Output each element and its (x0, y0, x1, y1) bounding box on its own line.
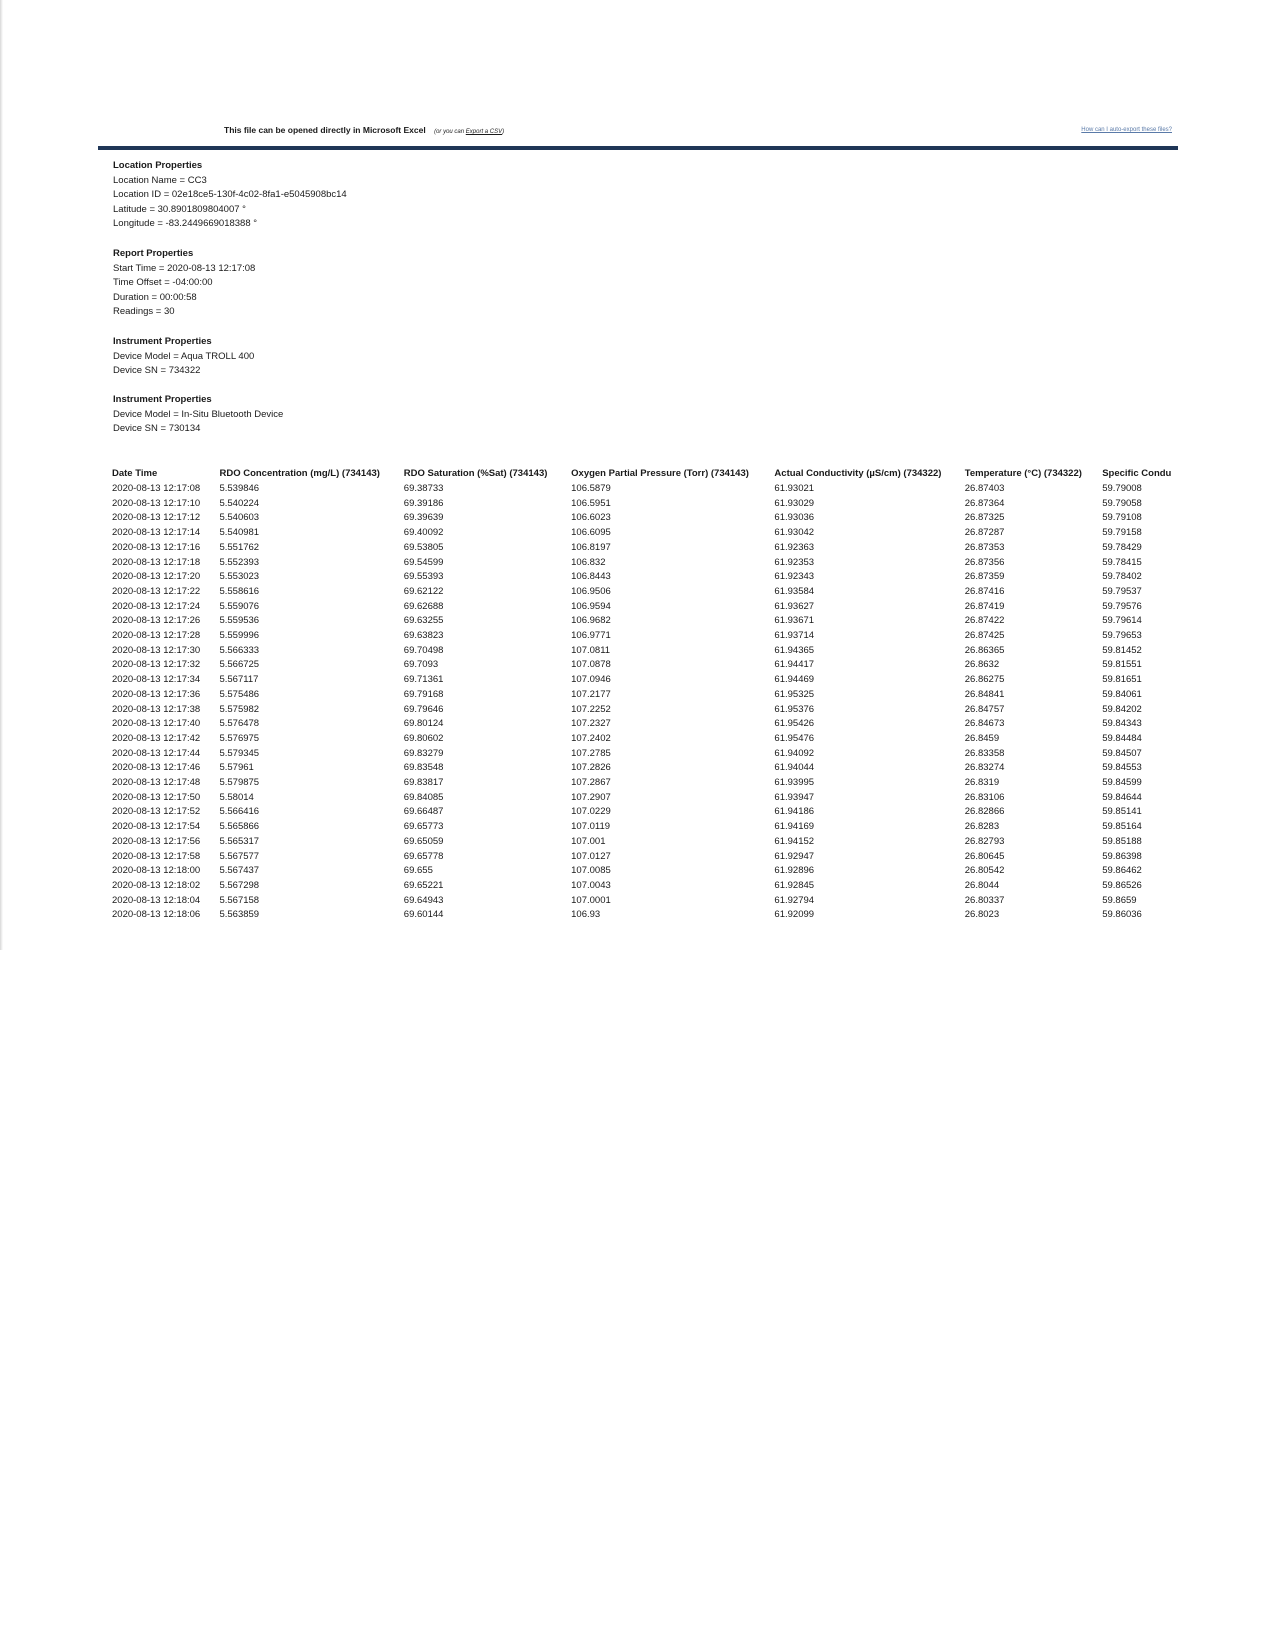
table-cell: 69.55393 (403, 571, 444, 583)
table-cell: 5.559996 (219, 630, 260, 642)
table-cell: 61.93995 (774, 777, 815, 789)
table-cell: 59.81651 (1102, 674, 1142, 686)
table-cell: 61.92343 (774, 571, 815, 583)
table-cell: 26.8023 (964, 909, 1000, 921)
readings-table (110, 466, 1180, 923)
table-cell: 69.65059 (403, 835, 444, 847)
table-cell: 69.64943 (403, 894, 444, 906)
table-cell: 5.575982 (219, 703, 260, 715)
table-cell: 61.94417 (774, 659, 815, 671)
table-cell: 107.0043 (571, 879, 611, 891)
export-csv-link[interactable]: Export a CSV (465, 129, 503, 135)
table-cell: 106.832 (571, 556, 606, 568)
table-cell: 59.84484 (1102, 732, 1142, 744)
table-cell: 107.2327 (571, 718, 611, 730)
table-cell: 2020-08-13 12:17:24 (112, 600, 201, 612)
table-row (110, 864, 1180, 879)
table-cell: 61.95476 (774, 732, 815, 744)
table-cell: 26.87359 (964, 571, 1005, 583)
table-row (110, 673, 1180, 688)
table-cell: 5.567577 (219, 850, 260, 862)
table-cell: 2020-08-13 12:17:58 (112, 850, 201, 862)
table-cell: 106.9771 (571, 630, 611, 642)
excel-banner (224, 125, 504, 135)
table-row (110, 629, 1180, 644)
table-cell: 107.2177 (571, 688, 611, 700)
table-cell: 2020-08-13 12:17:26 (112, 615, 201, 627)
table-cell: 69.60144 (403, 909, 444, 921)
table-cell: 59.86036 (1102, 909, 1142, 921)
table-row (110, 850, 1180, 865)
latitude: Latitude = 30.8901809804007 ° (113, 203, 246, 215)
table-cell: 59.79537 (1102, 585, 1142, 597)
auto-export-help-link[interactable]: How can I auto-export these files? (1081, 127, 1172, 133)
table-cell: 107.2867 (571, 777, 611, 789)
table-cell: 26.86275 (964, 674, 1005, 686)
table-cell: 61.93042 (774, 527, 815, 539)
table-cell: 106.8197 (571, 541, 611, 553)
device-model: Device Model = Aqua TROLL 400 (113, 350, 255, 362)
table-cell: 69.655 (403, 865, 433, 877)
table-cell: 26.84757 (964, 703, 1005, 715)
table-cell: 107.001 (571, 835, 606, 847)
table-cell: 69.84085 (403, 791, 444, 803)
table-row (110, 805, 1180, 820)
table-cell: 2020-08-13 12:17:46 (112, 762, 201, 774)
table-row (110, 732, 1180, 747)
table-cell: 2020-08-13 12:17:32 (112, 659, 201, 671)
section-heading: Report Properties (113, 248, 194, 259)
table-cell: 2020-08-13 12:17:28 (112, 630, 201, 642)
table-cell: 61.94365 (774, 644, 815, 656)
table-header-row (110, 466, 1180, 482)
device-sn: Device SN = 730134 (113, 423, 201, 435)
table-cell: 5.558616 (219, 585, 260, 597)
table-cell: 59.81551 (1102, 659, 1142, 671)
table-cell: 26.82793 (964, 835, 1005, 847)
table-body (110, 482, 1180, 923)
table-cell: 107.0127 (571, 850, 611, 862)
table-cell: 26.84841 (964, 688, 1005, 700)
banner-title: This file can be opened directly in Microsoft Excel (224, 125, 426, 135)
table-row (110, 747, 1180, 762)
table-cell: 59.84644 (1102, 791, 1142, 803)
table-cell: 5.559536 (219, 615, 260, 627)
table-cell: 5.566725 (219, 659, 260, 671)
table-cell: 5.579875 (219, 777, 260, 789)
table-cell: 2020-08-13 12:17:10 (112, 497, 201, 509)
section-heading: Location Properties (113, 160, 203, 171)
table-cell: 69.39186 (403, 497, 444, 509)
table-cell: 69.65221 (403, 879, 444, 891)
table-cell: 107.0119 (571, 821, 611, 833)
table-cell: 69.39639 (403, 512, 444, 524)
column-header-rdo-saturation: RDO Saturation (%Sat) (734143) (403, 468, 548, 479)
column-header-date-time: Date Time (112, 468, 158, 479)
table-cell: 61.93671 (774, 615, 815, 627)
table-cell: 59.85188 (1102, 835, 1142, 847)
table-row (110, 703, 1180, 718)
table-cell: 106.5879 (571, 483, 611, 494)
table-cell: 69.63823 (403, 630, 444, 642)
table-cell: 107.0811 (571, 644, 611, 656)
longitude: Longitude = -83.2449669018388 ° (113, 218, 258, 230)
instrument-properties-2 (113, 393, 283, 437)
table-cell: 61.92099 (774, 909, 815, 921)
table-row (110, 482, 1180, 497)
location-id: Location ID = 02e18ce5-130f-4c02-8fa1-e5045908bc14 (113, 189, 347, 201)
table-cell: 69.80124 (403, 718, 444, 730)
table-cell: 107.2826 (571, 762, 611, 774)
table-cell: 2020-08-13 12:17:16 (112, 541, 201, 553)
table-cell: 5.565866 (219, 821, 260, 833)
table-cell: 61.94469 (774, 674, 815, 686)
column-header-rdo-concentration: RDO Concentration (mg/L) (734143) (219, 468, 380, 479)
table-cell: 59.86526 (1102, 879, 1142, 891)
table-cell: 5.566333 (219, 644, 260, 656)
table-row (110, 556, 1180, 571)
table-row (110, 820, 1180, 835)
table-row (110, 761, 1180, 776)
table-row (110, 585, 1180, 600)
duration: Duration = 00:00:58 (113, 291, 197, 303)
table-cell: 61.92896 (774, 865, 815, 877)
table-cell: 59.79158 (1102, 527, 1142, 539)
table-row (110, 658, 1180, 673)
table-cell: 26.87287 (964, 527, 1005, 539)
table-cell: 59.84202 (1102, 703, 1142, 715)
table-cell: 2020-08-13 12:17:14 (112, 527, 201, 539)
table-cell: 106.8443 (571, 571, 611, 583)
table-cell: 2020-08-13 12:17:38 (112, 703, 201, 715)
table-cell: 26.87416 (964, 585, 1005, 597)
device-model: Device Model = In-Situ Bluetooth Device (113, 408, 284, 420)
table-cell: 59.78429 (1102, 541, 1142, 553)
table-row (110, 600, 1180, 615)
table-cell: 26.87325 (964, 512, 1005, 524)
table-cell: 26.87419 (964, 600, 1005, 612)
table-cell: 5.567437 (219, 865, 260, 877)
table-cell: 107.0085 (571, 865, 611, 877)
table-cell: 2020-08-13 12:17:34 (112, 674, 201, 686)
table-row (110, 908, 1180, 923)
banner-note (434, 129, 504, 135)
table-cell: 26.8044 (964, 879, 1000, 891)
readings-table-container (110, 466, 1180, 923)
table-cell: 5.540981 (219, 527, 260, 539)
table-row (110, 644, 1180, 659)
table-cell: 61.93021 (774, 483, 815, 494)
table-cell: 5.576975 (219, 732, 260, 744)
table-cell: 107.0946 (571, 674, 611, 686)
table-cell: 61.94186 (774, 806, 815, 818)
report-properties (113, 247, 255, 320)
table-cell: 61.93584 (774, 585, 815, 597)
table-cell: 5.559076 (219, 600, 260, 612)
table-cell: 2020-08-13 12:17:20 (112, 571, 201, 583)
table-cell: 61.92363 (774, 541, 815, 553)
table-cell: 26.82866 (964, 806, 1005, 818)
table-cell: 69.71361 (403, 674, 444, 686)
table-cell: 26.83106 (964, 791, 1005, 803)
table-cell: 26.87403 (964, 483, 1005, 494)
table-cell: 61.94092 (774, 747, 815, 759)
table-row (110, 791, 1180, 806)
table-cell: 26.87364 (964, 497, 1005, 509)
readings: Readings = 30 (113, 306, 175, 318)
table-cell: 2020-08-13 12:17:36 (112, 688, 201, 700)
table-cell: 106.9506 (571, 585, 611, 597)
table-cell: 59.84343 (1102, 718, 1142, 730)
table-cell: 2020-08-13 12:17:18 (112, 556, 201, 568)
table-cell: 69.66487 (403, 806, 444, 818)
table-cell: 26.8632 (964, 659, 1000, 671)
device-sn: Device SN = 734322 (113, 365, 201, 377)
table-cell: 2020-08-13 12:17:48 (112, 777, 201, 789)
table-cell: 26.83358 (964, 747, 1005, 759)
table-cell: 69.38733 (403, 483, 444, 494)
location-name: Location Name = CC3 (113, 174, 207, 186)
table-cell: 106.93 (571, 909, 601, 921)
column-header-oxygen-partial-pressure: Oxygen Partial Pressure (Torr) (734143) (571, 468, 749, 479)
table-cell: 59.79653 (1102, 630, 1142, 642)
table-row (110, 511, 1180, 526)
table-cell: 2020-08-13 12:18:00 (112, 865, 201, 877)
table-cell: 69.83817 (403, 777, 444, 789)
table-cell: 5.540603 (219, 512, 260, 524)
table-cell: 107.2252 (571, 703, 611, 715)
table-cell: 69.83279 (403, 747, 444, 759)
table-cell: 26.87425 (964, 630, 1005, 642)
location-properties (113, 159, 347, 232)
table-cell: 61.93036 (774, 512, 815, 524)
table-cell: 2020-08-13 12:17:50 (112, 791, 201, 803)
table-cell: 59.84061 (1102, 688, 1142, 700)
table-cell: 59.84599 (1102, 777, 1142, 789)
table-row (110, 776, 1180, 791)
table-cell: 59.81452 (1102, 644, 1142, 656)
table-cell: 5.563859 (219, 909, 260, 921)
table-cell: 26.87422 (964, 615, 1005, 627)
table-cell: 5.566416 (219, 806, 260, 818)
table-cell: 26.80645 (964, 850, 1005, 862)
table-row (110, 717, 1180, 732)
table-cell: 61.95376 (774, 703, 815, 715)
table-cell: 26.86365 (964, 644, 1005, 656)
table-cell: 5.57961 (219, 762, 254, 774)
table-cell: 2020-08-13 12:18:06 (112, 909, 201, 921)
table-cell: 61.94044 (774, 762, 815, 774)
table-row (110, 570, 1180, 585)
table-cell: 59.84507 (1102, 747, 1142, 759)
table-cell: 26.80337 (964, 894, 1005, 906)
table-cell: 69.53805 (403, 541, 444, 553)
table-cell: 106.9682 (571, 615, 611, 627)
table-cell: 69.80602 (403, 732, 444, 744)
table-cell: 59.85164 (1102, 821, 1142, 833)
header-divider (98, 146, 1178, 150)
table-cell: 59.84553 (1102, 762, 1142, 774)
table-cell: 2020-08-13 12:17:30 (112, 644, 201, 656)
table-cell: 2020-08-13 12:17:12 (112, 512, 201, 524)
table-cell: 69.83548 (403, 762, 444, 774)
table-row (110, 614, 1180, 629)
table-cell: 26.8459 (964, 732, 1000, 744)
table-cell: 2020-08-13 12:17:42 (112, 732, 201, 744)
table-cell: 61.93947 (774, 791, 815, 803)
table-cell: 69.70498 (403, 644, 444, 656)
table-cell: 61.92353 (774, 556, 815, 568)
table-cell: 61.93627 (774, 600, 815, 612)
table-cell: 61.93714 (774, 630, 815, 642)
table-cell: 5.540224 (219, 497, 260, 509)
table-cell: 2020-08-13 12:18:02 (112, 879, 201, 891)
table-cell: 69.62122 (403, 585, 444, 597)
table-cell: 2020-08-13 12:17:52 (112, 806, 201, 818)
section-heading: Instrument Properties (113, 394, 212, 405)
table-cell: 2020-08-13 12:17:22 (112, 585, 201, 597)
table-cell: 69.65773 (403, 821, 444, 833)
table-cell: 59.78415 (1102, 556, 1142, 568)
column-header-actual-conductivity: Actual Conductivity (µS/cm) (734322) (774, 468, 942, 479)
table-cell: 59.79058 (1102, 497, 1142, 509)
table-cell: 2020-08-13 12:18:04 (112, 894, 201, 906)
table-cell: 69.54599 (403, 556, 444, 568)
table-cell: 26.8319 (964, 777, 1000, 789)
table-cell: 2020-08-13 12:17:54 (112, 821, 201, 833)
time-offset: Time Offset = -04:00:00 (113, 277, 213, 289)
table-cell: 5.575486 (219, 688, 260, 700)
table-cell: 61.94152 (774, 835, 815, 847)
table-cell: 107.2402 (571, 732, 611, 744)
table-row (110, 541, 1180, 556)
table-row (110, 894, 1180, 909)
table-cell: 2020-08-13 12:17:56 (112, 835, 201, 847)
table-cell: 2020-08-13 12:17:44 (112, 747, 201, 759)
table-cell: 107.0001 (571, 894, 611, 906)
table-cell: 5.58014 (219, 791, 254, 803)
table-row (110, 835, 1180, 850)
table-cell: 26.80542 (964, 865, 1005, 877)
table-cell: 5.567158 (219, 894, 260, 906)
table-cell: 59.86398 (1102, 850, 1142, 862)
table-cell: 5.552393 (219, 556, 260, 568)
table-cell: 61.92845 (774, 879, 815, 891)
table-cell: 59.79008 (1102, 483, 1142, 494)
table-row (110, 688, 1180, 703)
table-cell: 69.63255 (403, 615, 444, 627)
table-cell: 69.79646 (403, 703, 444, 715)
table-cell: 106.5951 (571, 497, 611, 509)
instrument-properties-1 (113, 335, 254, 379)
table-cell: 107.0229 (571, 806, 611, 818)
table-cell: 5.579345 (219, 747, 260, 759)
table-cell: 5.551762 (219, 541, 260, 553)
table-cell: 5.553023 (219, 571, 260, 583)
table-cell: 26.87353 (964, 541, 1005, 553)
table-cell: 5.565317 (219, 835, 260, 847)
table-cell: 59.79108 (1102, 512, 1142, 524)
note-prefix: (or you can (434, 129, 466, 135)
table-cell: 69.40092 (403, 527, 444, 539)
table-cell: 106.6095 (571, 527, 611, 539)
table-cell: 61.92947 (774, 850, 815, 862)
table-cell: 61.95325 (774, 688, 815, 700)
scan-edge-shadow (0, 0, 3, 950)
table-cell: 69.62688 (403, 600, 444, 612)
table-cell: 107.2907 (571, 791, 611, 803)
table-cell: 69.79168 (403, 688, 444, 700)
table-cell: 26.83274 (964, 762, 1005, 774)
table-cell: 59.86462 (1102, 865, 1142, 877)
table-row (110, 526, 1180, 541)
section-heading: Instrument Properties (113, 336, 212, 347)
table-cell: 69.65778 (403, 850, 444, 862)
table-cell: 59.8659 (1102, 894, 1137, 906)
table-cell: 61.92794 (774, 894, 815, 906)
table-cell: 107.2785 (571, 747, 611, 759)
column-header-specific-conductivity: Specific Condu (1102, 468, 1172, 479)
table-cell: 106.6023 (571, 512, 611, 524)
note-suffix: ) (502, 129, 505, 135)
table-cell: 61.93029 (774, 497, 815, 509)
table-cell: 59.78402 (1102, 571, 1142, 583)
table-cell: 69.7093 (403, 659, 439, 671)
table-cell: 5.576478 (219, 718, 260, 730)
table-cell: 107.0878 (571, 659, 611, 671)
table-cell: 26.87356 (964, 556, 1005, 568)
table-cell: 106.9594 (571, 600, 611, 612)
table-cell: 59.79614 (1102, 615, 1142, 627)
start-time: Start Time = 2020-08-13 12:17:08 (113, 262, 256, 274)
table-cell: 61.95426 (774, 718, 815, 730)
table-cell: 26.84673 (964, 718, 1005, 730)
column-header-temperature: Temperature (°C) (734322) (964, 468, 1082, 479)
table-cell: 2020-08-13 12:17:08 (112, 483, 201, 494)
table-cell: 5.539846 (219, 483, 260, 494)
table-cell: 59.85141 (1102, 806, 1142, 818)
table-cell: 59.79576 (1102, 600, 1142, 612)
table-row (110, 497, 1180, 512)
table-cell: 5.567117 (219, 674, 259, 686)
table-row (110, 879, 1180, 894)
table-cell: 61.94169 (774, 821, 815, 833)
table-cell: 26.8283 (964, 821, 1000, 833)
table-cell: 5.567298 (219, 879, 260, 891)
table-cell: 2020-08-13 12:17:40 (112, 718, 201, 730)
